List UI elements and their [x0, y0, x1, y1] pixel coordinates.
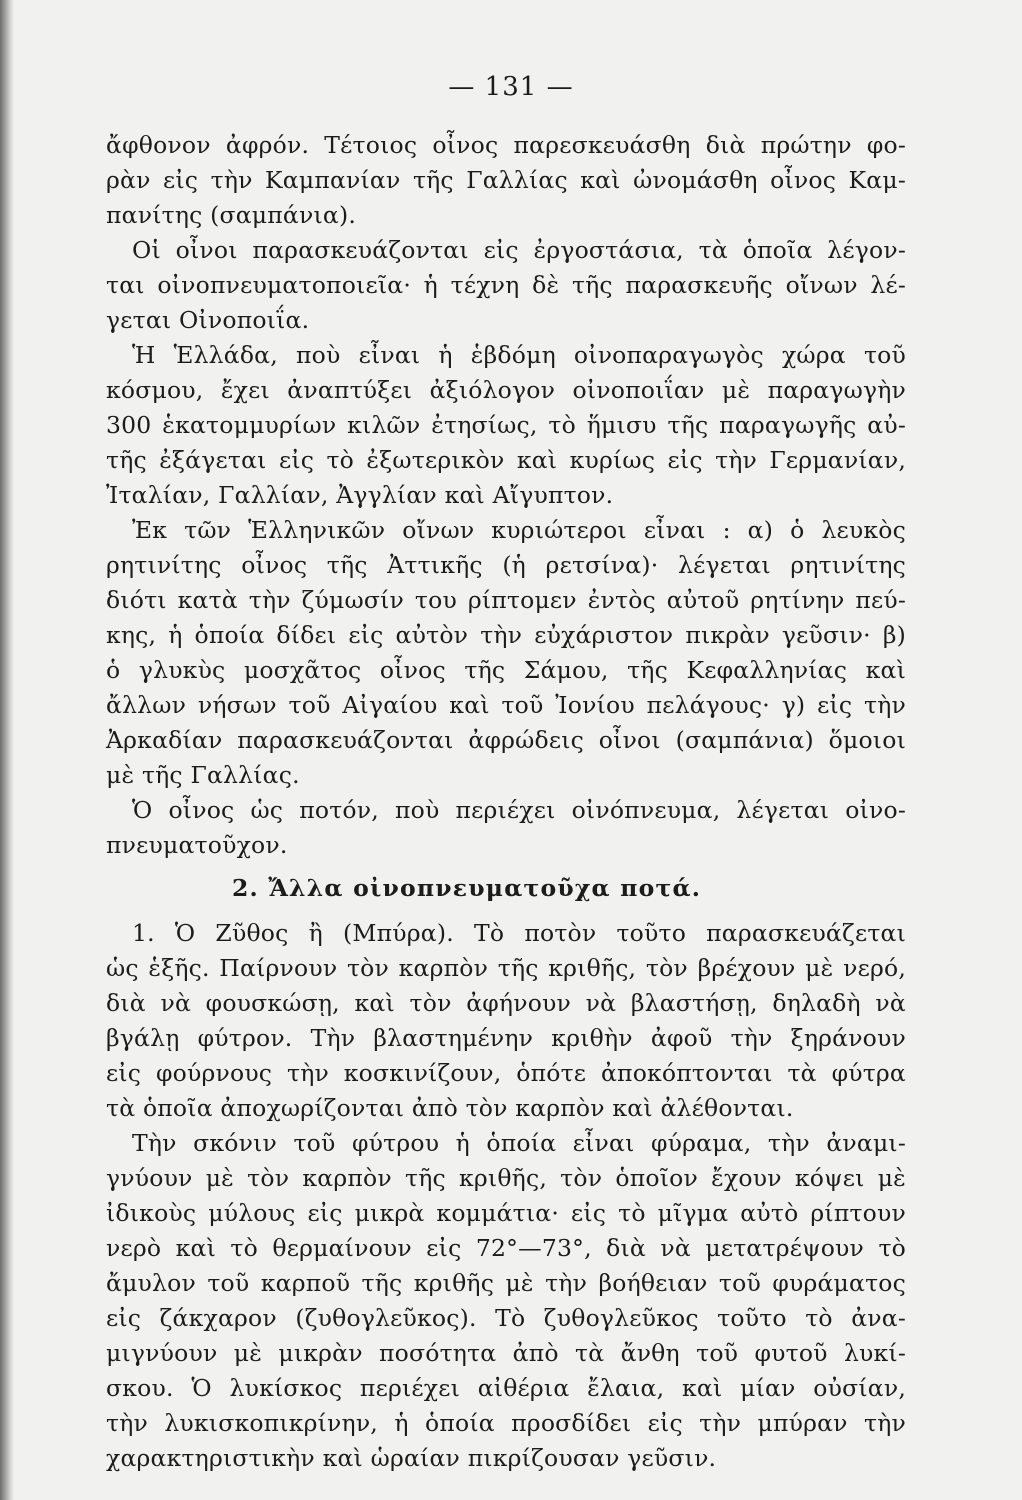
text-line: ἄφθονον ἀφρόν. Τέτοιος οἶνος παρεσκευάσθη διὰ πρώτην φο- [106, 131, 906, 159]
body-text [106, 128, 906, 1476]
text-line: ρητινίτης οἶνος τῆς Ἀττικῆς (ἡ ρετσίνα)· λέγεται ρητινίτης [106, 551, 906, 579]
text-line: τὴν λυκισκοπικρίνην, ἡ ὁποία προσδίδει εἰς τὴν μπύραν τὴν [106, 1409, 906, 1437]
text-line: μὲ τῆς Γαλλίας. [106, 761, 300, 789]
text-line: εἰς φούρνους τὴν κοσκινίζουν, ὁπότε ἀποκόπτονται τὰ φύτρα [106, 1059, 906, 1087]
text-line: Ἰταλίαν, Γαλλίαν, Ἀγγλίαν καὶ Αἴγυπτον. [106, 481, 614, 509]
text-line: Ἐκ τῶν Ἑλληνικῶν οἴνων κυριώτεροι εἶναι : α) ὁ λευκὸς [132, 516, 906, 544]
text-line: Ἀρκαδίαν παρασκευάζονται ἀφρώδεις οἶνοι (σαμπάνια) ὅμοιοι [106, 726, 906, 754]
text-line: 300 ἑκατομμυρίων κιλῶν ἐτησίως, τὸ ἥμισυ τῆς παραγωγῆς αὐ- [106, 411, 906, 439]
page-number: — 131 — [448, 72, 574, 102]
text-line: Ὁ οἶνος ὡς ποτόν, ποὺ περιέχει οἰνόπνευμα, λέγεται οἰνο- [132, 796, 906, 824]
text-line: πνευματοῦχον. [106, 831, 288, 859]
text-line: Ἡ Ἑλλάδα, ποὺ εἶναι ἡ ἑβδόμη οἰνοπαραγωγὸς χώρα τοῦ [132, 341, 906, 369]
text-line: ἄλλων νήσων τοῦ Αἰγαίου καὶ τοῦ Ἰονίου πελάγους· γ) εἰς τὴν [106, 691, 906, 719]
text-line: ὁ γλυκὺς μοσχᾶτος οἶνος τῆς Σάμου, τῆς Κεφαλληνίας καὶ [106, 656, 906, 684]
text-line: ἄμυλον τοῦ καρποῦ τῆς κριθῆς μὲ τὴν βοήθειαν τοῦ φυράματος [106, 1269, 906, 1297]
text-line: κης, ἡ ὁποία δίδει εἰς αὐτὸν τὴν εὐχάριστον πικρὰν γεῦσιν· β) [106, 621, 906, 649]
text-line: εἰς ζάκχαρον (ζυθογλεῦκος). Τὸ ζυθογλεῦκος τοῦτο τὸ ἀνα- [106, 1304, 906, 1332]
text-line: ται οἰνοπνευματοποιεῖα· ἡ τέχνη δὲ τῆς παρασκευῆς οἴνων λέ- [106, 271, 906, 299]
text-line: ἰδικοὺς μύλους εἰς μικρὰ κομμάτια· εἰς τὸ μῖγμα αὐτὸ ρίπτουν [106, 1199, 906, 1227]
text-line: ὡς ἑξῆς. Παίρνουν τὸν καρπὸν τῆς κριθῆς, τὸν βρέχουν μὲ νερό, [106, 954, 906, 982]
text-line: σκου. Ὁ λυκίσκος περιέχει αἰθέρια ἔλαια, καὶ μίαν οὐσίαν, [106, 1374, 906, 1402]
text-line: γνύουν μὲ τὸν καρπὸν τῆς κριθῆς, τὸν ὁποῖον ἔχουν κόψει μὲ [106, 1164, 906, 1192]
text-line: βγάλῃ φύτρον. Τὴν βλαστημένην κριθὴν ἀφοῦ τὴν ξηράνουν [106, 1024, 906, 1052]
text-line: πανίτης (σαμπάνια). [106, 201, 356, 229]
text-line: νερὸ καὶ τὸ θερμαίνουν εἰς 72°—73°, διὰ νὰ μετατρέψουν τὸ [106, 1234, 906, 1262]
page-edge-shadow [0, 0, 14, 1500]
text-line: χαρακτηριστικὴν καὶ ὡραίαν πικρίζουσαν γεῦσιν. [106, 1444, 717, 1472]
text-line: 1. Ὁ Ζῦθος ἢ (Μπύρα). Τὸ ποτὸν τοῦτο παρασκευάζεται [132, 919, 906, 947]
text-line: τῆς ἐξάγεται εἰς τὸ ἐξωτερικὸν καὶ κυρίως εἰς τὴν Γερμανίαν, [106, 446, 906, 474]
text-line: μιγνύουν μὲ μικρὰν ποσότητα ἀπὸ τὰ ἄνθη τοῦ φυτοῦ λυκί- [106, 1339, 906, 1367]
text-line: κόσμου, ἔχει ἀναπτύξει ἀξιόλογον οἰνοποιΐαν μὲ παραγωγὴν [106, 376, 906, 404]
text-line: ρὰν εἰς τὴν Καμπανίαν τῆς Γαλλίας καὶ ὠνομάσθη οἶνος Καμ- [106, 166, 906, 194]
text-line: Οἱ οἶνοι παρασκευάζονται εἰς ἐργοστάσια, τὰ ὁποῖα λέγον- [132, 236, 906, 264]
text-line: διὰ νὰ φουσκώσῃ, καὶ τὸν ἀφήνουν νὰ βλαστήσῃ, δηλαδὴ νὰ [106, 989, 906, 1017]
text-line: διότι κατὰ τὴν ζύμωσίν του ρίπτομεν ἐντὸς αὐτοῦ ρητίνην πεύ- [106, 586, 906, 614]
section-heading: 2. Ἄλλα οἰνοπνευματοῦχα ποτά. [232, 874, 702, 902]
text-line: γεται Οἰνοποιΐα. [106, 306, 310, 334]
text-line: Τὴν σκόνιν τοῦ φύτρου ἡ ὁποία εἶναι φύραμα, τὴν ἀναμι- [132, 1129, 906, 1157]
text-line: τὰ ὁποῖα ἀποχωρίζονται ἀπὸ τὸν καρπὸν καὶ ἀλέθονται. [106, 1094, 794, 1122]
